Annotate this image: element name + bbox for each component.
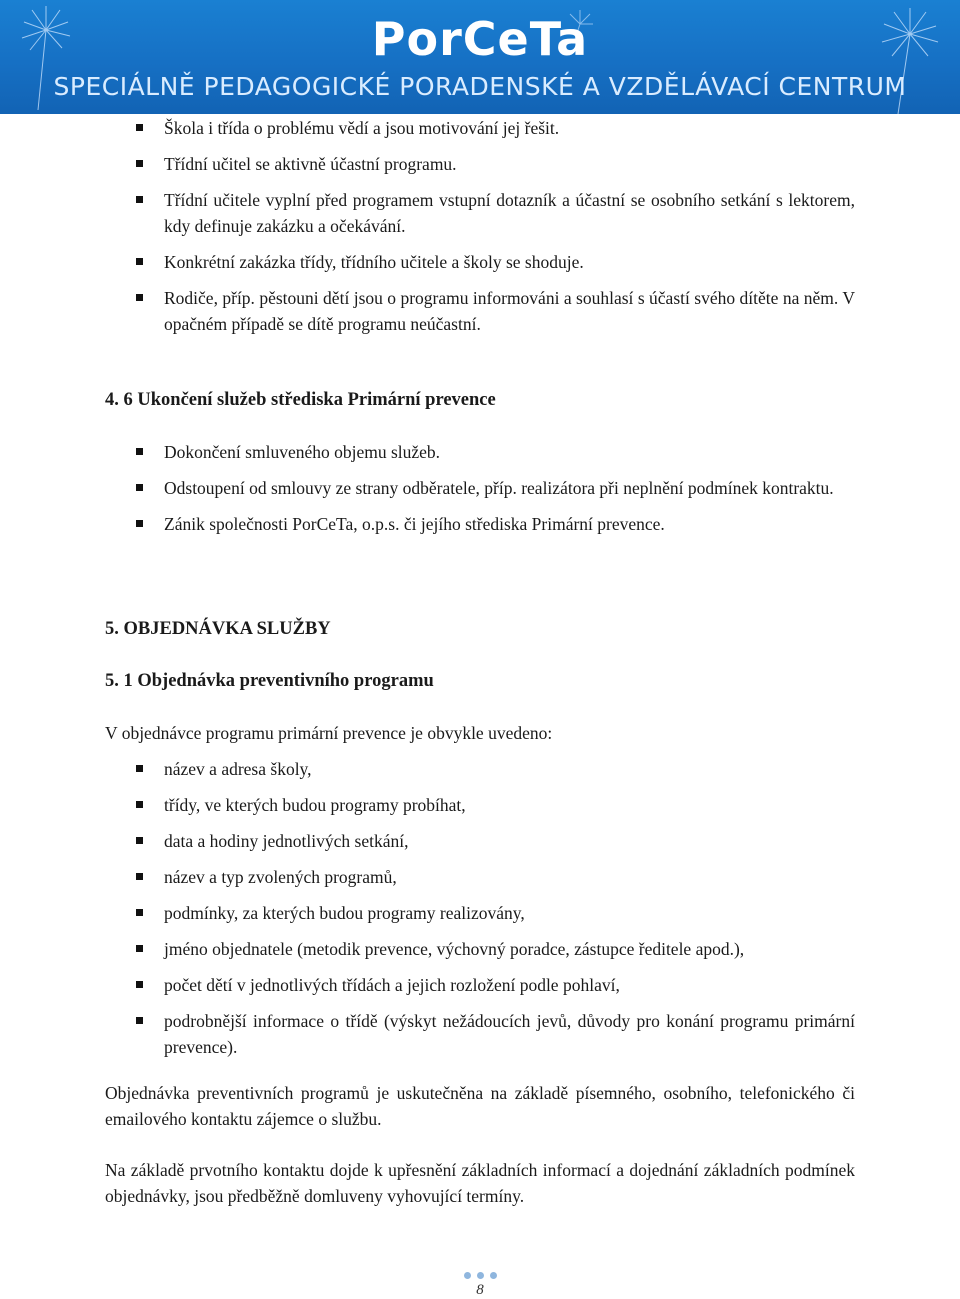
list-item: data a hodiny jednotlivých setkání, [105,828,855,854]
brand-logo-text: PorCeTa [371,12,589,66]
order-intro: V objednávce programu primární prevence je obvykle uvedeno: [105,723,553,743]
termination-list [105,439,855,537]
list-item: třídy, ve kterých budou programy probíhat, [105,792,855,818]
list-item: podmínky, za kterých budou programy realizovány, [105,900,855,926]
list-item: Třídní učitele vyplní před programem vstupní dotazník a účastní se osobního setkání s lektorem, kdy definuje zakázku a očekávání. [105,187,855,239]
list-item: název a typ zvolených programů, [105,864,855,890]
order-items-list [105,756,855,1060]
section-heading-5-1: 5. 1 Objednávka preventivního programu [105,671,434,691]
list-item: název a adresa školy, [105,756,855,782]
list-item: Rodiče, příp. pěstouni dětí jsou o programu informováni a souhlasí s účastí svého dítěte na něm. V opačném případě se dítě programu neúčastní. [105,285,855,337]
section-heading-5: 5. OBJEDNÁVKA SLUŽBY [105,619,331,639]
list-item: Odstoupení od smlouvy ze strany odběratele, příp. realizátora při neplnění podmínek kontraktu. [105,475,855,501]
list-item: Dokončení smluveného objemu služeb. [105,439,855,465]
order-paragraph-1: Objednávka preventivních programů je uskutečněna na základě písemného, osobního, telefonického či emailového kontaktu zájemce o službu. [105,1083,855,1129]
list-item: Zánik společnosti PorCeTa, o.p.s. či jejího střediska Primární prevence. [105,511,855,537]
list-item: počet dětí v jednotlivých třídách a jejich rozložení podle pohlaví, [105,972,855,998]
list-item: Třídní učitel se aktivně účastní programu. [105,151,855,177]
list-item: Konkrétní zakázka třídy, třídního učitele a školy se shoduje. [105,249,855,275]
footer-dots-icon [0,1272,960,1279]
brand-subtitle: SPECIÁLNĚ PEDAGOGICKÉ PORADENSKÉ A VZDĚLÁVACÍ CENTRUM [53,72,907,101]
list-item: jméno objednatele (metodik prevence, výchovný poradce, zástupce ředitele apod.), [105,936,855,962]
conditions-list [105,115,855,337]
list-item: podrobnější informace o třídě (výskyt nežádoucích jevů, důvody pro konání programu primární prevence). [105,1008,855,1060]
document-body [105,114,855,1209]
section-heading-4-6: 4. 6 Ukončení služeb střediska Primární prevence [105,390,496,410]
header-banner [0,0,960,114]
list-item: Škola i třída o problému vědí a jsou motivování jej řešit. [105,115,855,141]
page-footer [0,1272,960,1299]
page-number: 8 [476,1282,484,1298]
order-paragraph-2: Na základě prvotního kontaktu dojde k upřesnění základních informací a dojednání základních podmínek objednávky, jsou předběžně domluveny vyhovující termíny. [105,1160,855,1206]
